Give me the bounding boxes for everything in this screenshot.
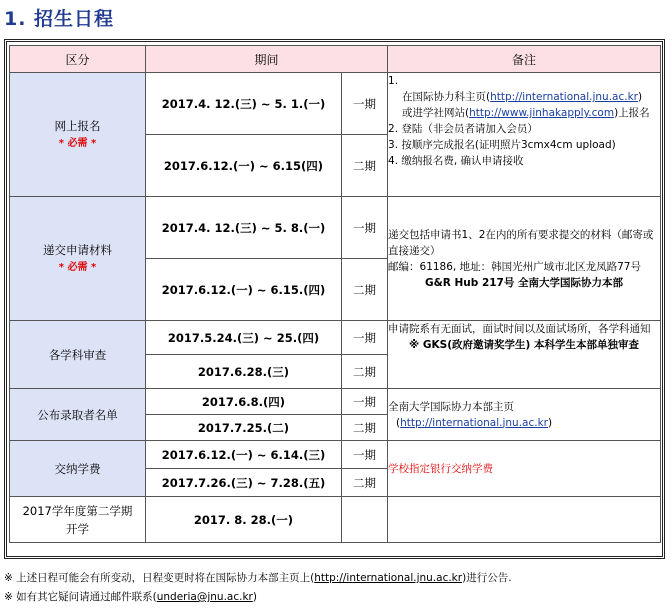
note-text: )上报名 bbox=[614, 107, 650, 119]
phase-label: 二期 bbox=[342, 135, 388, 197]
note-line: 1. bbox=[388, 75, 399, 87]
note-line: 3. 按顺序完成报名(证明照片3cmx4cm upload) bbox=[388, 139, 616, 151]
empty-cell bbox=[342, 497, 388, 543]
phase-label: 一期 bbox=[342, 197, 388, 259]
header-notes: 备注 bbox=[388, 46, 661, 73]
category-label: 递交申请材料 bbox=[43, 242, 112, 257]
note-text: ) bbox=[547, 416, 553, 429]
note-line bbox=[388, 415, 660, 431]
note-line: 2. 登陆（非会员者请加入会员） bbox=[388, 123, 538, 135]
category-label: 2017学年度第二学期 bbox=[22, 503, 133, 518]
note-line: 全南大学国际协力本部主页 bbox=[388, 400, 515, 413]
period-date: 2017. 8. 28.(一) bbox=[146, 497, 342, 543]
international-site-link[interactable]: http://international.jnu.ac.kr bbox=[400, 416, 548, 429]
table-row bbox=[10, 321, 661, 355]
phase-label: 一期 bbox=[342, 389, 388, 415]
note-line bbox=[388, 105, 660, 121]
footnote-text: ※ 上述日程可能会有所变动，日程变更时将在国际协力本部主页上( bbox=[4, 572, 315, 584]
note-text: 在国际协力科主页( bbox=[402, 91, 491, 103]
footnote-site-link[interactable]: http://international.jnu.ac.kr bbox=[314, 572, 463, 584]
category-submit-documents bbox=[10, 197, 146, 321]
contact-email-link[interactable]: underia@jnu.ac.kr bbox=[156, 591, 253, 603]
note-line bbox=[388, 89, 660, 105]
phase-label: 一期 bbox=[342, 321, 388, 355]
category-semester-start bbox=[10, 497, 146, 543]
required-marker: * 必需 * bbox=[58, 261, 97, 273]
table-row bbox=[10, 389, 661, 415]
period-date: 2017.4. 12.(三) ~ 5. 1.(一) bbox=[146, 73, 342, 135]
phase-label: 一期 bbox=[342, 73, 388, 135]
note-line: 申请院系有无面试，面试时间以及面试场所，各学科通知 bbox=[388, 323, 651, 335]
note-department-review bbox=[388, 321, 661, 389]
empty-cell bbox=[388, 497, 661, 543]
table-row bbox=[10, 497, 661, 543]
section-title: 1. 招生日程 bbox=[4, 8, 115, 30]
phase-label: 二期 bbox=[342, 259, 388, 321]
category-label: 网上报名 bbox=[54, 118, 101, 133]
footnote-schedule-change bbox=[4, 571, 512, 585]
period-date: 2017.7.25.(二) bbox=[146, 415, 342, 441]
header-category: 区分 bbox=[10, 46, 146, 73]
note-line: 4. 缴纳报名费, 确认申请接收 bbox=[388, 155, 524, 167]
jinhakapply-link[interactable]: http://www.jinhakapply.com bbox=[469, 107, 615, 119]
period-date: 2017.7.26.(三) ~ 7.28.(五) bbox=[146, 469, 342, 497]
note-line: 邮编：61186, 地址：韩国光州广域市北区龙凤路77号 bbox=[388, 260, 641, 273]
phase-label: 二期 bbox=[342, 469, 388, 497]
note-text: ( bbox=[396, 416, 401, 429]
note-tuition: 学校指定银行交纳学费 bbox=[388, 441, 661, 497]
period-date: 2017.6.8.(四) bbox=[146, 389, 342, 415]
category-online-application bbox=[10, 73, 146, 197]
footnote-text: ) bbox=[252, 591, 257, 603]
note-line: ※ GKS(政府邀请奖学生) 本科学生本部单独审查 bbox=[409, 339, 639, 351]
required-marker: * 必需 * bbox=[58, 137, 97, 149]
period-date: 2017.5.24.(三) ~ 25.(四) bbox=[146, 321, 342, 355]
period-date: 2017.4. 12.(三) ~ 5. 8.(一) bbox=[146, 197, 342, 259]
note-submit-documents bbox=[388, 197, 661, 321]
category-department-review: 各学科审查 bbox=[10, 321, 146, 389]
period-date: 2017.6.12.(一) ~ 6.14.(三) bbox=[146, 441, 342, 469]
table-row bbox=[10, 73, 661, 135]
note-line: 递交包括申请书1、2在内的所有要求提交的材料（邮寄或直接递交） bbox=[388, 228, 654, 257]
period-date: 2017.6.12.(一) ~ 6.15.(四) bbox=[146, 259, 342, 321]
period-date: 2017.6.12.(一) ~ 6.15(四) bbox=[146, 135, 342, 197]
admission-schedule-table bbox=[9, 45, 661, 543]
footnote-text: )进行公告. bbox=[462, 572, 512, 584]
phase-label: 一期 bbox=[342, 441, 388, 469]
footnote-contact bbox=[4, 590, 257, 604]
period-date: 2017.6.28.(三) bbox=[146, 355, 342, 389]
note-text: 或进学社网站( bbox=[402, 107, 470, 119]
table-row bbox=[10, 197, 661, 259]
note-announcement bbox=[388, 389, 661, 441]
category-label: 开学 bbox=[66, 521, 89, 536]
category-announcement: 公布录取者名单 bbox=[10, 389, 146, 441]
note-text: ) bbox=[637, 91, 643, 103]
international-site-link[interactable]: http://international.jnu.ac.kr bbox=[490, 91, 638, 103]
phase-label: 二期 bbox=[342, 415, 388, 441]
note-line: G&R Hub 217号 全南大学国际协力本部 bbox=[425, 276, 624, 289]
table-header-row bbox=[10, 46, 661, 73]
category-tuition: 交纳学费 bbox=[10, 441, 146, 497]
phase-label: 二期 bbox=[342, 355, 388, 389]
table-row bbox=[10, 441, 661, 469]
note-online-application bbox=[388, 73, 661, 197]
footnote-text: ※ 如有其它疑问请通过邮件联系( bbox=[4, 591, 157, 603]
header-period: 期间 bbox=[146, 46, 388, 73]
